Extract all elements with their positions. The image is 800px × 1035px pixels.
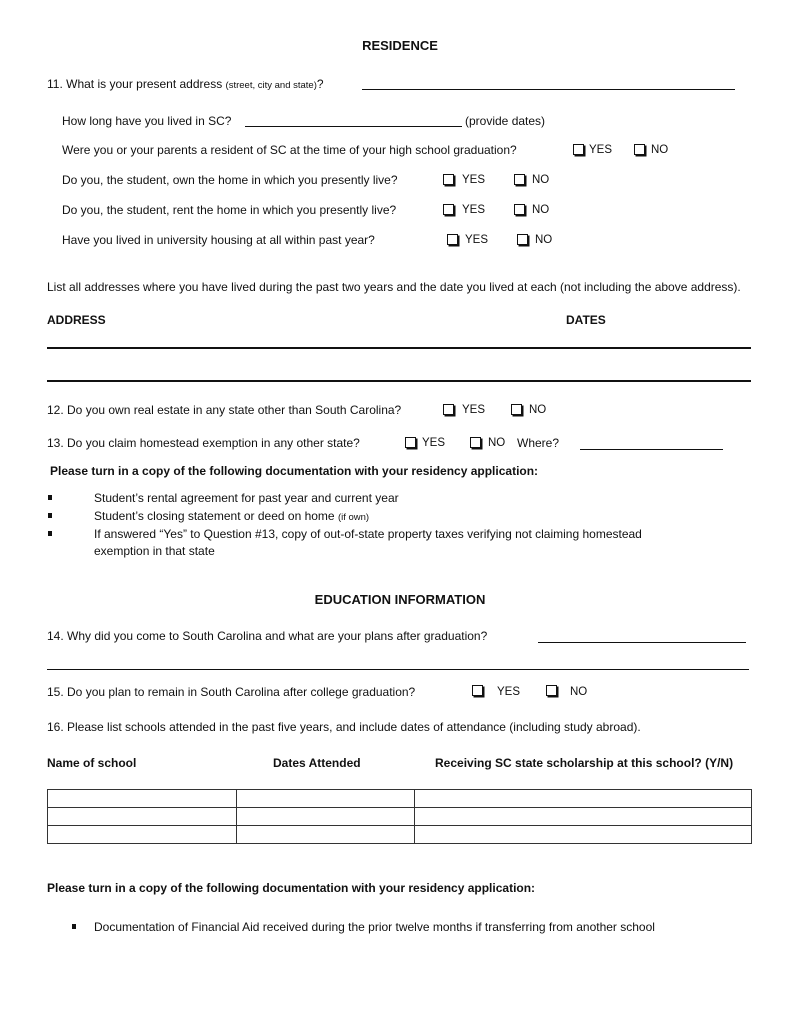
doc-item: Student’s rental agreement for past year and current year — [94, 491, 399, 505]
address-entry-line-1[interactable] — [47, 347, 751, 349]
bullet-icon — [48, 513, 52, 518]
yes-label: YES — [462, 404, 486, 416]
where-field[interactable] — [580, 449, 723, 450]
provide-dates-hint: (provide dates) — [465, 114, 546, 128]
yes-label: YES — [465, 234, 489, 246]
doc-item: If answered “Yes” to Question #13, copy of out-of-state property taxes verifying not claiming homestead — [94, 527, 642, 541]
dates-column-header: DATES — [566, 313, 606, 327]
rent-home-no-checkbox[interactable] — [514, 204, 525, 215]
hs-graduation-question: Were you or your parents a resident of SC at the time of your high school graduation? — [62, 143, 517, 157]
scholarship-cell[interactable] — [415, 790, 752, 808]
dates-cell[interactable] — [237, 790, 415, 808]
q12-label: 12. Do you own real estate in any state other than South Carolina? — [47, 403, 402, 417]
scholarship-cell[interactable] — [415, 826, 752, 844]
no-label: NO — [651, 144, 669, 156]
where-label: Where? — [517, 436, 560, 450]
q15-label: 15. Do you plan to remain in South Carolina after college graduation? — [47, 685, 416, 699]
scholarship-cell[interactable] — [415, 808, 752, 826]
list-addresses-instruction: List all addresses where you have lived during the past two years and the date you lived at each (not including the above address). — [47, 280, 741, 294]
no-label: NO — [535, 234, 553, 246]
school-name-cell[interactable] — [48, 808, 237, 826]
present-address-field[interactable] — [362, 89, 735, 90]
q16-label: 16. Please list schools attended in the past five years, and include dates of attendance (including study abroad). — [47, 720, 641, 734]
university-housing-question: Have you lived in university housing at all within past year? — [62, 233, 375, 247]
school-name-header: Name of school — [47, 756, 137, 770]
doc-item: Documentation of Financial Aid received during the prior twelve months if transferring from another school — [94, 920, 655, 934]
dates-attended-header: Dates Attended — [273, 756, 361, 770]
table-row — [48, 808, 752, 826]
address-column-header: ADDRESS — [47, 313, 106, 327]
q13-yes-checkbox[interactable] — [405, 437, 416, 448]
yes-label: YES — [589, 144, 613, 156]
scholarship-header: Receiving SC state scholarship at this school? (Y/N) — [435, 756, 734, 770]
hs-graduation-no-checkbox[interactable] — [634, 144, 645, 155]
yes-label: YES — [497, 686, 521, 698]
no-label: NO — [570, 686, 588, 698]
table-row — [48, 790, 752, 808]
schools-table — [47, 789, 752, 844]
q12-yes-checkbox[interactable] — [443, 404, 454, 415]
address-entry-line-2[interactable] — [47, 380, 751, 382]
school-name-cell[interactable] — [48, 790, 237, 808]
university-housing-yes-checkbox[interactable] — [447, 234, 458, 245]
school-name-cell[interactable] — [48, 826, 237, 844]
q14-field-line-2[interactable] — [47, 669, 749, 670]
bullet-icon — [72, 924, 76, 929]
yes-label: YES — [462, 174, 486, 186]
residence-title: RESIDENCE — [362, 38, 438, 53]
dates-cell[interactable] — [237, 826, 415, 844]
table-row — [48, 826, 752, 844]
q15-yes-checkbox[interactable] — [472, 685, 483, 696]
bullet-icon — [48, 495, 52, 500]
doc-item: Student’s closing statement or deed on home (if own) — [94, 509, 370, 523]
rent-home-question: Do you, the student, rent the home in which you presently live? — [62, 203, 397, 217]
no-label: NO — [529, 404, 547, 416]
q12-no-checkbox[interactable] — [511, 404, 522, 415]
education-docs-heading: Please turn in a copy of the following documentation with your residency application: — [47, 881, 536, 895]
yes-label: YES — [462, 204, 486, 216]
residence-docs-heading: Please turn in a copy of the following documentation with your residency application: — [50, 464, 539, 478]
yes-label: YES — [422, 437, 446, 449]
dates-cell[interactable] — [237, 808, 415, 826]
education-title: EDUCATION INFORMATION — [314, 592, 486, 607]
q15-no-checkbox[interactable] — [546, 685, 557, 696]
q11-label: 11. What is your present address (street, city and state)? — [47, 77, 324, 91]
own-home-no-checkbox[interactable] — [514, 174, 525, 185]
doc-item-continued: exemption in that state — [94, 544, 215, 558]
q14-label: 14. Why did you come to South Carolina and what are your plans after graduation? — [47, 629, 488, 643]
q13-label: 13. Do you claim homestead exemption in any other state? — [47, 436, 360, 450]
hs-graduation-yes-checkbox[interactable] — [573, 144, 584, 155]
q14-field[interactable] — [538, 642, 746, 643]
q13-no-checkbox[interactable] — [470, 437, 481, 448]
no-label: NO — [532, 204, 550, 216]
own-home-question: Do you, the student, own the home in which you presently live? — [62, 173, 398, 187]
how-long-label: How long have you lived in SC? — [62, 114, 232, 128]
no-label: NO — [488, 437, 506, 449]
own-home-yes-checkbox[interactable] — [443, 174, 454, 185]
rent-home-yes-checkbox[interactable] — [443, 204, 454, 215]
university-housing-no-checkbox[interactable] — [517, 234, 528, 245]
how-long-field[interactable] — [245, 126, 462, 127]
no-label: NO — [532, 174, 550, 186]
bullet-icon — [48, 531, 52, 536]
